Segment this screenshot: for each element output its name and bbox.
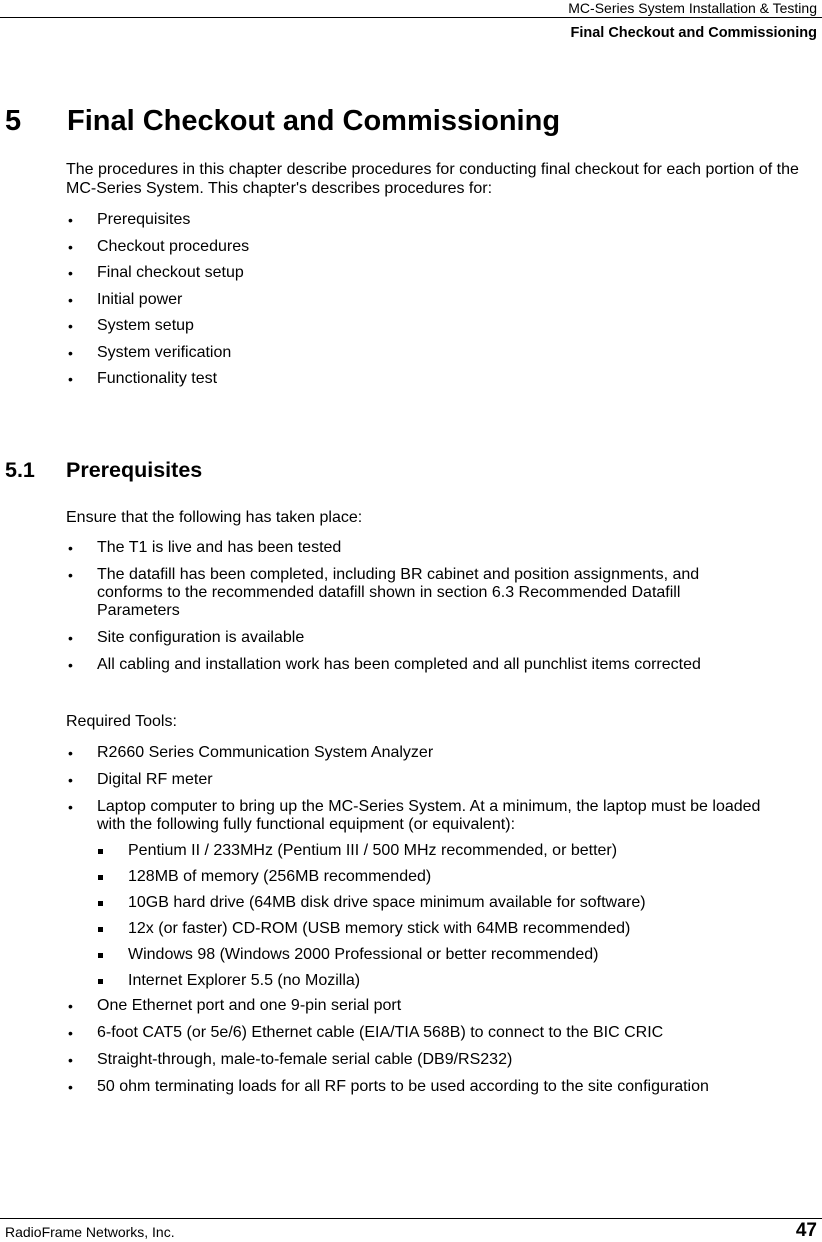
list-item: • 50 ohm terminating loads for all RF ports to be used according to the site configuration xyxy=(66,1078,786,1096)
list-item: • 6-foot CAT5 (or 5e/6) Ethernet cable (EIA/TIA 568B) to connect to the BIC CRIC xyxy=(66,1024,786,1042)
chapter-title: Final Checkout and Commissioning xyxy=(67,105,561,137)
section-heading xyxy=(5,457,202,483)
list-item xyxy=(66,798,786,990)
sub-list-item: Pentium II / 233MHz (Pentium III / 500 MHz recommended, or better) xyxy=(97,842,786,860)
running-header-title: MC-Series System Installation & Testing xyxy=(568,0,817,16)
laptop-requirement-list xyxy=(97,842,786,990)
list-item: • Site configuration is available xyxy=(66,629,766,647)
list-item: • Final checkout setup xyxy=(66,264,806,282)
sub-list-item: 10GB hard drive (64MB disk drive space minimum available for software) xyxy=(97,894,786,912)
section-title: Prerequisites xyxy=(66,458,203,482)
list-item: • Digital RF meter xyxy=(66,771,786,789)
page-number: 47 xyxy=(795,1220,817,1241)
sub-list-item: Internet Explorer 5.5 (no Mozilla) xyxy=(97,972,786,990)
chapter-topic-list xyxy=(66,211,806,388)
list-item: • Initial power xyxy=(66,291,806,309)
required-tools-heading: Required Tools: xyxy=(66,713,177,730)
header-rule xyxy=(0,17,822,18)
list-item: • System verification xyxy=(66,344,806,362)
list-item: • The datafill has been completed, including BR cabinet and position assignments, and conforms to the recommended datafill shown in section 6.3 Recommended Datafill Parameters xyxy=(66,566,766,620)
running-header-chapter: Final Checkout and Commissioning xyxy=(570,25,817,41)
section-number: 5.1 xyxy=(5,458,35,482)
required-tools-list xyxy=(66,744,786,1096)
prerequisite-list xyxy=(66,539,766,674)
laptop-requirement-intro: Laptop computer to bring up the MC-Series System. At a minimum, the laptop must be loaded with the following fully functional equipment (or equivalent): xyxy=(97,798,761,833)
footer-company: RadioFrame Networks, Inc. xyxy=(5,1224,175,1240)
footer-rule xyxy=(0,1218,822,1219)
list-item: • Straight-through, male-to-female serial cable (DB9/RS232) xyxy=(66,1051,786,1069)
chapter-number: 5 xyxy=(5,105,22,137)
list-item: • R2660 Series Communication System Analyzer xyxy=(66,744,786,762)
list-item: • Checkout procedures xyxy=(66,238,806,256)
list-item: • Functionality test xyxy=(66,370,806,388)
list-item: • Prerequisites xyxy=(66,211,806,229)
chapter-intro: The procedures in this chapter describe procedures for conducting final checkout for each portion of the MC-Series System. This chapter's describes procedures for: xyxy=(66,161,799,197)
sub-list-item: Windows 98 (Windows 2000 Professional or better recommended) xyxy=(97,946,786,964)
sub-list-item: 128MB of memory (256MB recommended) xyxy=(97,868,786,886)
list-item: • One Ethernet port and one 9-pin serial port xyxy=(66,997,786,1015)
list-item: • The T1 is live and has been tested xyxy=(66,539,766,557)
section-intro: Ensure that the following has taken place: xyxy=(66,509,363,526)
list-item: • All cabling and installation work has been completed and all punchlist items corrected xyxy=(66,656,766,674)
sub-list-item: 12x (or faster) CD-ROM (USB memory stick with 64MB recommended) xyxy=(97,920,786,938)
list-item: • System setup xyxy=(66,317,806,335)
chapter-heading xyxy=(5,103,560,139)
